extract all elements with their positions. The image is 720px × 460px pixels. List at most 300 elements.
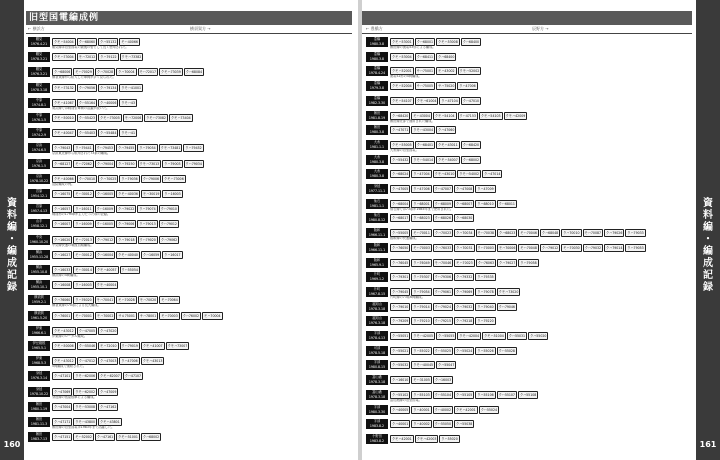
formation-date: 1976.1.5 xyxy=(31,163,47,168)
car-number-box: クハ55038 xyxy=(455,422,473,427)
car-sequence xyxy=(390,317,497,323)
car-number-box: クハ79054 xyxy=(413,289,430,294)
car-number-box: モハ70011 xyxy=(413,231,430,236)
car-number-box: クモハ73039 xyxy=(161,70,181,75)
car-number-box: クハ55020 xyxy=(530,334,547,338)
car-number-box: クモハ43800 xyxy=(75,420,96,424)
car-number-box: クハ16027 xyxy=(54,252,71,257)
formation-date: 1983.8.2 xyxy=(369,438,385,443)
car-sequence xyxy=(52,342,190,348)
car-number-box: クモハ73006 xyxy=(164,176,184,181)
car-number-box: クハ68001 xyxy=(416,40,434,44)
car-number-box: クハ47071 xyxy=(392,128,409,133)
car-number-box: モハ70064 xyxy=(161,298,178,303)
car-number-box: クハ76045 xyxy=(392,260,409,265)
car-number-box: クハ79220 xyxy=(477,319,494,324)
car-number-box: クモハ42009 xyxy=(505,113,526,118)
formation-date: 1960.10.20 xyxy=(29,239,49,244)
formation-place-date-box xyxy=(366,287,388,297)
car-sequence xyxy=(52,388,119,394)
car-sequence xyxy=(390,420,475,426)
car-number-box: サハ75005 xyxy=(416,84,434,89)
car-number-box: クモハ54103 xyxy=(480,113,501,118)
car-number-box: クハ76050 xyxy=(392,245,409,250)
car-number-box: クモハ43011 xyxy=(438,142,458,147)
car-number-box: クハ79012 xyxy=(160,222,177,227)
car-sequence xyxy=(52,144,205,150)
formation-place: 大糸 xyxy=(373,169,381,174)
car-number-box: クハ79046 xyxy=(498,304,515,309)
car-number-box: クモハ42001 xyxy=(455,407,476,412)
car-number-box: クハ68401 xyxy=(416,142,434,147)
car-number-box: クハ55047 xyxy=(438,363,455,368)
car-sequence xyxy=(52,220,180,226)
formation-place-date-box xyxy=(366,243,388,253)
car-number-box: クハ55022 xyxy=(413,348,430,353)
formation-date: 1982.3.30 xyxy=(368,100,386,105)
car-number-box: クモハ51004 xyxy=(484,334,504,338)
formation-place: 飯田 xyxy=(35,401,43,406)
car-number-box: クハ47010 xyxy=(462,98,480,103)
formation-place: 宇部 xyxy=(373,331,381,335)
car-number-box: クモハ43010 xyxy=(434,172,455,177)
car-number-box: クモハ73007 xyxy=(167,344,188,348)
car-number-box: クハ79012 xyxy=(96,237,114,242)
formation-place: 伊豆箱根 xyxy=(32,341,46,345)
car-number-box: クハ79215 xyxy=(434,319,451,324)
car-sequence xyxy=(390,376,454,382)
formation-date: 1966.11.1 xyxy=(368,233,386,238)
car-number-box: クハ55051 xyxy=(392,334,409,338)
car-number-box: クハ16059 xyxy=(142,252,160,257)
car-sequence xyxy=(390,273,497,279)
car-number-box: クハ47014 xyxy=(484,172,501,177)
car-number-box: クハ68420 xyxy=(392,113,409,118)
car-number-box: クハ79043 xyxy=(54,146,71,151)
car-number-box: クハ79040 xyxy=(477,304,494,309)
formation-place-date-box xyxy=(28,341,50,351)
car-number-box: クハ70031 xyxy=(456,245,473,250)
car-number-box: クハ55028 xyxy=(498,348,515,353)
car-number-box: クハ79010 xyxy=(160,207,177,212)
formation-date: 1959.2.1 xyxy=(31,300,47,305)
car-number-box: クハ55026 xyxy=(477,348,494,353)
formation-date: 1978.3.21 xyxy=(30,57,48,62)
formation-date: 1966.11.1 xyxy=(368,247,386,252)
car-number-box: クモハ55005 xyxy=(392,142,412,147)
car-number-box: クモハ41001 xyxy=(121,85,142,90)
left-page xyxy=(0,0,358,460)
car-number-box: クハ16009 xyxy=(96,207,113,212)
car-number-box: クハ16057 xyxy=(54,207,71,212)
car-sequence xyxy=(390,244,647,250)
formation-date: 1980.8.15 xyxy=(368,365,386,370)
car-number-box: クモハ62007 xyxy=(100,374,120,379)
formation-date: 1968.5.3 xyxy=(31,361,47,366)
car-number-box: クハ55005 xyxy=(392,231,409,236)
car-number-box: クハ76033 xyxy=(434,245,452,250)
car-number-box: クハ47020 xyxy=(100,328,117,333)
car-number-box: クハ70025 xyxy=(100,176,117,181)
right-page xyxy=(362,0,720,460)
formation-place-date-box xyxy=(28,67,50,77)
formation-date: 1976.3.14 xyxy=(30,376,48,381)
car-number-box: モハ72013 xyxy=(75,237,92,242)
car-number-box: クハ55021 xyxy=(392,348,409,353)
formation-place: 中原 xyxy=(35,128,43,133)
car-number-box: クハ55106 xyxy=(477,392,494,397)
formation-place-date-box xyxy=(28,143,50,153)
car-number-box: クモハ43013 xyxy=(142,359,163,364)
formation-place-date-box xyxy=(366,125,388,135)
car-number-box: クハ16075 xyxy=(54,192,71,196)
formation-date: 1955.10.1 xyxy=(30,285,48,290)
car-sequence xyxy=(52,433,162,439)
car-number-box: クハ47007 xyxy=(434,187,451,191)
car-number-box: クハ79218 xyxy=(455,319,473,324)
car-number-box: クハ16033 xyxy=(54,268,71,272)
formation-date: 1974.2.9 xyxy=(31,133,47,138)
car-number-box: クハ40006 xyxy=(100,100,117,105)
car-number-box: クハ70010 xyxy=(78,176,96,181)
car-number-box: クハ55403 xyxy=(78,131,96,136)
car-sequence xyxy=(52,99,138,105)
formation-place-date-box xyxy=(366,184,388,194)
car-number-box: クハ55031 xyxy=(508,334,526,338)
car-number-box: クハ47009 xyxy=(477,187,494,191)
car-sequence xyxy=(52,357,165,363)
car-number-box: クモハ50006 xyxy=(54,344,74,348)
formation-date: 1980.3.8 xyxy=(369,42,385,46)
car-number-box: モハ30014 xyxy=(75,268,92,272)
formation-place-date-box xyxy=(28,174,50,184)
formation-place: 豊橋 xyxy=(373,81,381,86)
car-number-box: クハ76049 xyxy=(413,260,430,265)
formation-note: 阪和線の快速編成。 xyxy=(390,236,419,241)
side-band-label: 資 料 編 ・ 編 成 記 録 xyxy=(7,198,17,293)
car-number-box: クハ68001 xyxy=(413,201,430,206)
formation-place-date-box xyxy=(28,189,50,199)
car-number-box: クハ68023 xyxy=(413,216,430,221)
car-number-box: クハ47005 xyxy=(78,328,96,333)
formation-place: 豊橋 xyxy=(373,66,381,71)
formation-date: 1974.6.5 xyxy=(31,148,47,153)
formation-date: 1967.8.15 xyxy=(368,291,386,296)
formation-place-date-box xyxy=(28,326,50,336)
formation-place-date-box xyxy=(28,402,50,412)
formation-place: 山手 xyxy=(35,219,43,224)
car-number-box: クハ79018 xyxy=(118,237,135,242)
car-number-box: クハ47101 xyxy=(54,374,71,379)
formation-date: 1980.8.12 xyxy=(368,218,386,223)
formation-place-date-box xyxy=(28,204,50,214)
car-number-box: クハ79301 xyxy=(392,275,409,280)
car-number-box: クハ68009 xyxy=(434,201,451,206)
formation-date: 1981.8.19 xyxy=(368,115,386,120)
formation-place: 飯田 xyxy=(373,125,381,130)
car-number-box: モハ70020 xyxy=(139,298,157,303)
car-number-box: クハ55105 xyxy=(455,392,473,397)
car-sequence xyxy=(52,38,141,44)
car-number-box: クハ16003 xyxy=(75,283,92,288)
column-direction-left: ← 横浜方 xyxy=(28,26,45,31)
car-number-box: サハ75020 xyxy=(438,84,455,89)
formation-place-date-box xyxy=(28,295,50,305)
car-number-box: クモハ73020 xyxy=(498,289,519,294)
car-number-box: クハ68084 xyxy=(185,70,203,75)
car-number-box: クハ79024 xyxy=(434,304,451,309)
formation-place: 片町 xyxy=(373,286,381,291)
car-number-box: クハ68048 xyxy=(541,231,559,236)
car-sequence xyxy=(52,205,180,211)
formation-place-date-box xyxy=(366,272,388,282)
formation-place: 大糸 xyxy=(373,139,381,144)
car-number-box: クハ79069 xyxy=(455,289,473,294)
car-number-box: モハ70004 xyxy=(204,313,221,318)
formation-note: 伊東線のローカル編成。 xyxy=(52,333,87,338)
formation-place-date-box xyxy=(366,346,388,356)
car-number-box: クハ68420 xyxy=(462,142,480,147)
car-number-box: クモハ73082 xyxy=(146,116,166,120)
formation-place: 鶴見 xyxy=(35,52,43,57)
car-number-box: クハ55024 xyxy=(455,348,473,353)
formation-date: 1958.12.1 xyxy=(30,224,48,229)
car-sequence xyxy=(390,82,479,88)
car-number-box: クハ55024 xyxy=(480,407,498,412)
car-number-box: モハ70002 xyxy=(96,313,114,318)
car-number-box: クモハ54107 xyxy=(392,98,412,103)
car-number-box: クハ47008 xyxy=(455,187,473,191)
car-sequence xyxy=(52,327,119,333)
car-number-box: クモハ52001 xyxy=(392,69,412,74)
car-number-box: クモハ41067 xyxy=(54,100,74,105)
car-number-box: クハ70034 xyxy=(456,231,473,236)
formation-date: 1977.11.1 xyxy=(368,189,386,193)
section-title: 旧型国電編成例 xyxy=(29,13,100,23)
formation-place: 宇部 xyxy=(373,404,381,409)
formation-place: 京浜 xyxy=(35,158,43,163)
formation-note: 南武線では戦前型車両の活躍が続いた。 xyxy=(52,105,110,110)
car-number-box: モハ70028 xyxy=(118,298,135,303)
car-number-box: クハ76020 xyxy=(75,298,92,303)
formation-place-date-box xyxy=(366,199,388,209)
car-sequence xyxy=(52,251,184,257)
car-number-box: クハ79022 xyxy=(117,207,135,212)
car-sequence xyxy=(390,361,457,367)
car-number-box: クハ55055 xyxy=(438,334,455,338)
car-number-box: クハ55032 xyxy=(392,363,409,368)
formation-date: 1957.4.13 xyxy=(30,209,48,214)
formation-place-date-box xyxy=(366,66,388,76)
formation-place: 阪和 xyxy=(373,257,381,262)
formation-place-date-box xyxy=(366,140,388,150)
formation-place: 阪和 xyxy=(373,228,381,233)
car-number-box: クハ79032 xyxy=(455,304,473,309)
car-number-box: クハ16005 xyxy=(96,192,114,196)
formation-date: 1978.4.24 xyxy=(368,71,386,76)
car-number-box: クハ79004 xyxy=(96,161,114,166)
formation-place-date-box xyxy=(28,52,50,62)
car-sequence xyxy=(52,403,119,409)
car-number-box: クハ79209 xyxy=(392,319,409,324)
car-number-box: クハ68004 xyxy=(392,201,409,206)
car-number-box: クモハ40040 xyxy=(118,252,138,257)
side-band-right xyxy=(696,0,720,460)
formation-note: 身延線の低屋根車による編成。 xyxy=(52,394,97,399)
formation-place: 富山港 xyxy=(372,375,382,380)
car-number-box: クハ68400 xyxy=(438,54,455,59)
car-number-box: クハ47005 xyxy=(392,187,409,191)
car-number-box: クハ68002 xyxy=(142,435,160,440)
car-number-box: クハ40002 xyxy=(413,422,430,427)
formation-place-date-box xyxy=(366,37,388,47)
car-number-box: クハ47161 xyxy=(96,435,114,440)
formation-place-date-box xyxy=(366,213,388,223)
car-number-box: クハ68030 xyxy=(455,216,473,221)
formation-date: 1980.3.8 xyxy=(369,174,385,179)
car-number-box: クハ40002 xyxy=(434,407,451,412)
formation-place: 仙石 xyxy=(373,213,381,218)
car-number-box: クハ79032 xyxy=(584,245,602,250)
car-sequence xyxy=(390,200,518,206)
car-number-box: クハ79074 xyxy=(139,207,156,212)
car-number-box: クハ79455 xyxy=(117,146,135,151)
car-sequence xyxy=(390,391,539,397)
car-number-box: クハ68024 xyxy=(392,172,409,177)
column-direction-right: 辰野方 → xyxy=(532,26,549,31)
car-number-box: クハ16004 xyxy=(96,252,114,257)
formation-place-date-box xyxy=(28,113,50,123)
car-sequence xyxy=(390,303,518,309)
car-number-box: クハ76060 xyxy=(54,298,71,303)
car-number-box: クハ68017 xyxy=(392,216,409,221)
car-number-box: クモハ54007 xyxy=(438,157,458,162)
car-number-box: クモハ54004 xyxy=(54,40,74,44)
car-number-box: クハ79210 xyxy=(413,319,430,324)
car-number-box: クハ79335 xyxy=(477,275,494,280)
formation-note: 京浜東北線から転用された73系の編成。 xyxy=(52,151,111,156)
formation-place: 京浜 xyxy=(35,143,43,148)
car-sequence xyxy=(390,38,482,44)
car-number-box: クハ16008 xyxy=(54,283,71,288)
formation-place: 飯田 xyxy=(35,417,43,421)
car-number-box: クハ47006 xyxy=(121,359,138,364)
car-number-box: クハ55108 xyxy=(519,392,537,397)
formation-place: 宮原 xyxy=(35,189,43,193)
formation-place-date-box xyxy=(28,83,50,93)
car-number-box: モハ70038 xyxy=(477,231,495,236)
car-number-box: クハ16007 xyxy=(54,222,71,227)
car-number-box: クモハ40045 xyxy=(413,363,434,368)
car-number-box: モハ43002 xyxy=(438,69,455,74)
car-number-box: クモハ73481 xyxy=(160,146,181,151)
car-number-box: クハ16010 xyxy=(392,378,409,383)
formation-place-date-box xyxy=(28,387,50,397)
car-number-box: クハ70003 xyxy=(477,245,494,250)
car-number-box: クモハ53008 xyxy=(75,404,96,409)
formation-date: 1983.7.13 xyxy=(30,437,48,442)
car-number-box: クハ79332 xyxy=(455,275,473,280)
car-number-box: クモハ50010 xyxy=(54,116,74,120)
column-direction-left: ← 豊橋方 xyxy=(366,26,383,31)
car-sequence xyxy=(390,156,482,162)
car-number-box: クハ68127 xyxy=(54,161,71,166)
formation-date: 1980.3.30 xyxy=(368,409,386,414)
column-direction-right: 横須賀方 → xyxy=(190,26,211,31)
car-number-box: クモハ73382 xyxy=(121,55,142,60)
car-number-box: クモハ41007 xyxy=(142,344,163,348)
formation-place: 可部 xyxy=(373,345,381,350)
car-number-box: クハ47006 xyxy=(413,187,430,191)
car-number-box: クハ76002 xyxy=(182,313,200,318)
car-number-box: クモハ73004 xyxy=(54,55,74,60)
formation-date: 1974.8.1 xyxy=(31,102,47,107)
car-number-box: クハ16005 xyxy=(96,222,113,227)
car-number-box: クハ47162 xyxy=(100,404,117,409)
car-number-box: クハ79056 xyxy=(78,85,96,90)
header-rule xyxy=(362,33,692,34)
car-number-box: クハ47060 xyxy=(438,128,455,133)
car-number-box: クハ79053 xyxy=(627,245,644,250)
car-number-box: クモハ40047 xyxy=(54,131,74,136)
formation-place-date-box xyxy=(366,331,388,341)
car-number-box: クハ79019 xyxy=(121,344,138,348)
formation-note: 仙石線では73系が1985年まで使用された。 xyxy=(390,206,454,211)
car-number-box: モハ72006 xyxy=(124,116,142,120)
car-number-box: クハ47006 xyxy=(459,84,476,89)
car-number-box: クハ76001 xyxy=(54,313,71,318)
car-number-box: クハ68010 xyxy=(477,201,494,206)
formation-place: 福知山 xyxy=(372,316,382,321)
car-number-box: クハ79027 xyxy=(499,260,516,265)
car-sequence xyxy=(390,288,521,294)
car-number-box: クハ47171 xyxy=(54,420,71,424)
formation-date: 1954.12.1 xyxy=(30,194,48,198)
formation-place: 小野田 xyxy=(372,433,382,438)
car-number-box: クハ79058 xyxy=(520,260,537,265)
formation-place-date-box xyxy=(366,390,388,400)
car-number-box: モハ72017 xyxy=(139,70,157,75)
formation-place: 福知山 xyxy=(372,301,382,306)
formation-date: 1981.1.1 xyxy=(369,203,385,208)
formation-place-date-box xyxy=(28,417,50,427)
formation-date: 1955.11.28 xyxy=(29,254,49,259)
car-number-box: モハ70023 xyxy=(456,260,473,265)
car-number-box: モハ70046 xyxy=(520,231,537,236)
formation-place-date-box xyxy=(366,155,388,165)
car-number-box: クモハ43004 xyxy=(413,128,434,133)
formation-place-date-box xyxy=(28,250,50,260)
formation-place-date-box xyxy=(366,258,388,268)
side-band-left xyxy=(0,0,24,460)
car-number-box: クモハ40057 xyxy=(96,268,117,272)
car-sequence xyxy=(390,332,549,338)
formation-date: 1976.3.18 xyxy=(368,321,386,326)
car-number-box: モハ40066 xyxy=(121,40,138,44)
formation-date: 1980.3.8 xyxy=(369,130,385,135)
formation-place-date-box xyxy=(28,371,50,381)
formation-place: 宇部 xyxy=(373,419,381,424)
car-sequence xyxy=(390,406,500,412)
car-number-box: クハ79013 xyxy=(139,222,156,227)
car-sequence xyxy=(390,435,461,441)
formation-place-date-box xyxy=(366,228,388,238)
car-number-box: クハ47153 xyxy=(459,113,476,118)
formation-place: 中央 xyxy=(35,234,43,239)
formation-date: 1978.3.18 xyxy=(30,87,48,92)
formation-date: 1961.5.20 xyxy=(30,315,48,320)
car-sequence xyxy=(52,190,184,196)
